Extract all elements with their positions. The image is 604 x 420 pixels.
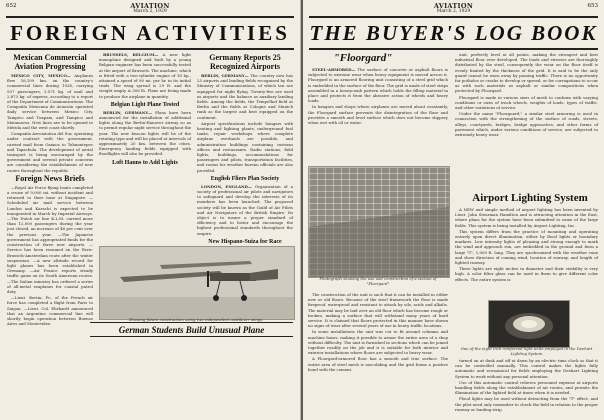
left-running-head	[6, 3, 294, 13]
lights-photo-caption: One of the eight inch reinforced light units employed in the Deehart Lighting System	[460, 346, 593, 356]
germany-body: BERLIN, GERMANY— The country now has 25 airports and landing fields recognized by the Ministry of Communications, of which ten are equipped for night flying. Twenty-five are used as airports and the balance as auxiliary landing fields. Among the fields, the Tempelhof field at Berlin and the fields at Cologne and Munich rank as the largest and best equipped on the continent.	[197, 73, 293, 120]
mexican-headline: Mexican Commercial Aviation Progressing	[13, 53, 87, 71]
german-students-caption: German Students Build Unusual Plane	[90, 322, 293, 337]
left-issue-date: March 2, 1929	[133, 9, 167, 14]
germany-headline: Germany Reports 25 Recognized Airports	[209, 53, 281, 71]
hispano-headline: New Hispano-Suiza for Race	[208, 238, 282, 245]
german-plane-photo	[99, 246, 295, 320]
right-magazine-name: AVIATION	[433, 2, 474, 10]
airport-lighting-title: Airport Lighting System	[472, 192, 588, 204]
germany-body-2: Airport specifications include hangars with heating and lighting plants, underground fuel tanks, repair workshops where complete airplane overhauls are possible, and administration buildings containing customs offices and restaurants. Radio stations, field lights, buildings, accommodations for passengers and pilots, transportation facilities, and rooms for weather bureau officials are also provided.	[197, 120, 293, 173]
belgian-body: BRUSSELS, BELGIUM— A new light monoplane designed and built by a young Belgian engineer has been successfully tested at the airport of Brussels. The machine, which is fitted with a two-cylinder engine of 16 hp., attained a speed of 90 mi. per hr. in its initial trials. The wing spread is 29 ft. and the weight empty is 308 lb. Plans are being made to produce the airplane in quantity.	[99, 52, 191, 99]
loft-headline: Loft Hanns to Add Lights	[112, 159, 178, 166]
plane-illustration	[100, 247, 294, 319]
floorgard-continued: The construction of the unit is such that it can be installed in either new or old floors. Because of the steel framework the floor is made fireproof, waterproof and resistant to attack by oils, acids and alkalis. The material may be laid over an old floor which has become rough or broken, making a surface that will withstand many years of hard service. It is claimed that floors protected in this manner have shown no signs of wear after several years of use in heavy traffic locations. In some installations the unit was cut to fit around columns and machine bases, making it possible to armor the entire area of a shop without difficulty. The unit is furnished in sections which can be joined together readily on the job and it is suitable for both interior and exterior installations where floors are subjected to heavy wear. A Floorgard-armored floor has a smooth and true surface. The entire area of steel mesh is non-sliding and the grid forms a positive bond with the cement.	[308, 292, 448, 372]
floorgard-column-2: unit, perfectly level at all points, making the strongest and best industrial floor ever developed. The loads and stresses are thoroughly distributed by the steel, consequently the wear on the floor itself is evenly limited by the thickness of the grid. It is said to be the only guard cannot be worn away by passing traffic. There is no opportunity for potholes or cracks to develop or spread, or for corrugations to occur as with such materials as asphalt or similar compositions when protected by Floorgard. Floorgard is made in various sizes of mesh to conform with varying conditions or sizes of truck wheels, weights of loads, types of traffic, and other variations of service. Under the name "Floorguard," a similar steel armoring is used in connection with the strengthening of the surface of roads, streets, alleys, courtyards, bridges, bridge approaches, and other forms of pavement which, under various conditions of service, are subjected to extremely heavy wear.	[455, 52, 598, 138]
floor-grid-illustration	[309, 167, 449, 277]
buyers-log-book-banner	[309, 16, 598, 50]
english-fliers-headline: English Fliers Plan Society	[210, 175, 280, 182]
floor-photo-caption: Photograph showing the use and construction of a section of "Floorgard"	[319, 276, 437, 286]
light-unit-photo	[488, 300, 570, 348]
left-page	[0, 0, 301, 420]
section-title-foreign: FOREIGN ACTIVITIES	[10, 20, 290, 45]
floorgard-title: "Floorgard"	[333, 52, 393, 64]
airport-lighting-body: A NEW and simple method of airport lighting has been invented by Lieut. John Stearman Hamilton and is attracting attention in the East, where plans for the system have been submitted to some of the large fields. This system is being installed by Airport Lighting, Inc. This system differs from the practice of mounting and operating entirely upon direct illumination, either by flood lights or boundary markers. Low intensity lights of pleasing and strong enough to mark the wind and approach run, are embedded in the ground and form a large "T", 1,000 ft. long. They are synchronized with the weather vane and show direction of coming wind, location of runway, and length of lighted runway. These lights are eight inches in diameter and their visibility is very high. A color filter glass can be used in them to give different color effects. The entire system is	[455, 207, 598, 282]
foreign-activities-banner	[6, 16, 294, 50]
left-column-1	[7, 52, 93, 415]
mexican-body: MEXICO CITY, MEXICO— Airplanes flew 16,109 km. on the country's commercial lines during 1928, carrying 507 passengers, 3,571 kg. of mail and 2,873 kg. of express, according to a report of the Department of Communications. The Compañía Mexicana de Aviación operated daily service between Mexico City, Tampico and Tuxpam, and Tampico and Matamoros. New lines are to be opened to Mérida and the west coast shortly.	[7, 73, 93, 131]
left-column-3	[197, 52, 293, 245]
mexican-body-2: Compañía Aeronáutica del Sur, operating under contract with the government, carried mail from Oaxaca to Tehuantepec and Tapachula. The development of aerial transport is being encouraged by the government and several private concerns are considering the establishment of new routes throughout the republic.	[7, 131, 93, 173]
left-column-2	[99, 52, 191, 240]
loft-body: BERLIN, GERMANY— Plans have been announced for the installation of additional lights along the Berlin-Hanover airway so as to permit regular night service throughout the year. The new beacon lights will be of the rotating type and will be placed at intervals of approximately 20 km. between the cities. Emergency landing fields equipped with floodlights will also be provided.	[99, 109, 192, 157]
section-title-buyers: THE BUYER'S LOG BOOK	[309, 20, 598, 45]
right-page-number: 653	[587, 3, 598, 9]
foreign-briefs-body: —Royal Air Force flying boats completed a cruise of 9,000 mi. without incident and returned to their base at Singapore. —Scheduled air mail service between London and Karachi is expected to be inaugurated in March by Imperial Airways. —The Dutch air line K.L.M. carried more than 12,000 passengers during the year just closed, an increase of 46 per cent over the previous year. —The Japanese government has appropriated funds for the construction of three new airports. —Service has been resumed on the Paris-Brussels-Amsterdam route after the winter suspension. —A new altitude record for light planes has been established in Germany. —Air France reports steady traffic gains on its South American routes. —The Italian ministry has ordered a series of all-metal seaplanes for coastal patrol duty.	[7, 184, 93, 294]
foreign-briefs-body-2: —Lieut. Bertin, Fr., of the French air force has completed a flight from Paris to Saigon. —Lieut. Col. Ehrhardt announced that an Argentine commercial line will shortly begin operation between Buenos Aires and Montevideo.	[7, 295, 93, 327]
belgian-headline: Belgian Light Plane Tested	[110, 101, 180, 108]
left-page-number: 652	[6, 3, 17, 9]
left-magazine-name: AVIATION	[130, 2, 170, 10]
light-unit-illustration	[489, 301, 569, 347]
right-issue-date: March 2, 1929	[436, 9, 471, 14]
floorgard-intro: STEEL-ARMORED— The surface of concrete or asphalt floors is subjected to extreme wear when heavy equipment is moved across it. Floorgard is an armored flooring unit consisting of a steel grid which is embedded in the surface of the floor. The grid is made of steel strips assembled in a honeycomb pattern which holds the filling material in place and protects it from the abrasive action of wheels and heavy loads. In hangars and shops where airplanes are moved about constantly, the Floorgard surface prevents the disintegration of the floor and provides a smooth and level surface which does not become slippery when wet with oil or water.	[308, 67, 448, 126]
foreign-briefs-headline: Foreign News Briefs	[15, 173, 85, 183]
airport-lighting-continued: turned on at dusk and off at dawn by an electric time clock so that it can be controlled manually. This control makes the lights fully automatic and economical for fields employing the Deehart Lighting System to work without any personal attention. Use of this automatic control relieves personnel expense at airports handling fields along the establishment of air routes, and permits the illumination of the lighted field at times when it is needed. Flood lights may be used without detracting from the "T" effect, and the pilot need only remember to check the field in relation to the proper runway or landing strip.	[455, 358, 598, 412]
right-running-head	[309, 3, 598, 13]
floorgard-photo	[308, 166, 450, 278]
plane-photo-caption: Showing future construction using two independent cantilever wings.	[128, 317, 264, 322]
english-fliers-body: LONDON, ENGLAND— Organization of a society of professional air pilots and navigators to safeguard and develop the interests of its members has been launched. The proposed society will be known as the Guild of Air Pilots and Air Navigators of the British Empire. Its object is to insure a proper standard of efficiency and to foster and encourage the highest professional standards throughout the empire.	[197, 183, 293, 236]
